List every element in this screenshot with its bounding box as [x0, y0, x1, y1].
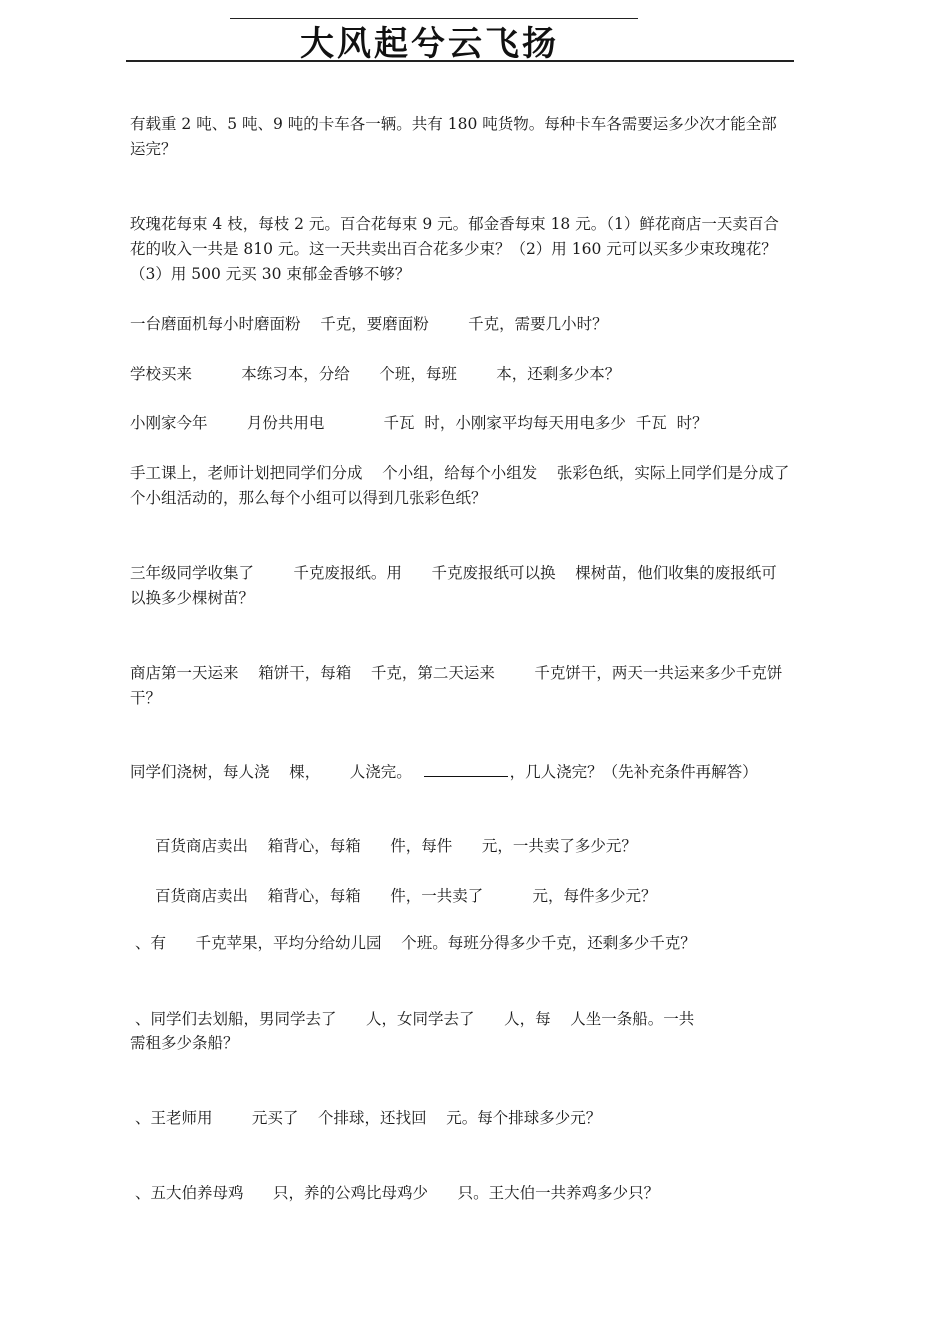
problem-biscuits: 商店第一天运来 箱饼干，每箱 千克，第二天运来 千克饼干，两天一共运来多少千克饼干？: [130, 664, 783, 707]
problem-text: 同学们浇树，每人浇 棵， 人浇完。: [130, 763, 412, 781]
problem-colored-paper: 手工课上，老师计划把同学们分成 个小组，给每个小组发 张彩色纸，实际上同学们是分成了 个小组活动的，那么每个小组可以得到几张彩色纸？: [130, 464, 810, 507]
problem-vests-unit: 百货商店卖出 箱背心，每箱 件，一共卖了 元，每件多少元？: [155, 887, 657, 905]
problem-trucks: 有载重 2 吨、5 吨、9 吨的卡车各一辆。共有 180 吨货物。每种卡车各需要运多少次才能全部运完？: [130, 115, 777, 158]
problem-boats-line1: 、同学们去划船，男同学去了 人，女同学去了 人，每 人坐一条船。一共: [130, 1010, 695, 1028]
problem-apples: 、有 千克苹果，平均分给幼儿园 个班。每班分得多少千克，还剩多少千克？: [130, 934, 696, 952]
page-header-title: 大风起兮云飞扬: [300, 24, 559, 64]
problem-watering-trees: [130, 760, 792, 785]
problem-exercise-books: 学校买来 本练习本，分给 个班，每班 本，还剩多少本？: [130, 365, 621, 383]
problem-electricity: 小刚家今年 月份共用电 千瓦 时，小刚家平均每天用电多少 千瓦 时？: [130, 414, 708, 432]
header-bottom-rule: [126, 60, 794, 62]
problem-text: ，几人浇完？（先补充条件再解答）: [509, 763, 758, 781]
problem-boats-line2: 需租多少条船？: [130, 1034, 239, 1052]
problem-waste-paper: 三年级同学收集了 千克废报纸。用 千克废报纸可以换 棵树苗，他们收集的废报纸可以换多少棵树苗？: [130, 564, 777, 607]
answer-blank: [424, 762, 508, 777]
problem-chickens: 、五大伯养母鸡 只，养的公鸡比母鸡少 只。王大伯一共养鸡多少只？: [130, 1184, 660, 1202]
problem-volleyballs: 、王老师用 元买了 个排球，还找回 元。每个排球多少元？: [130, 1109, 602, 1127]
problem-vests-price: 百货商店卖出 箱背心，每箱 件，每件 元，一共卖了多少元？: [155, 837, 637, 855]
problem-flour-mill: 一台磨面机每小时磨面粉 千克，要磨面粉 千克，需要几小时？: [130, 315, 608, 333]
problem-flowers: 玫瑰花每束 4 枝，每枝 2 元。百合花每束 9 元。郁金香每束 18 元。（1）鲜花商店一天卖百合花的收入一共是 810 元。这一天共卖出百合花多少束？（2）用 160 元可以买多少束玫瑰花？（3）用 500 元买 30 束郁金香够不够？: [130, 215, 779, 283]
